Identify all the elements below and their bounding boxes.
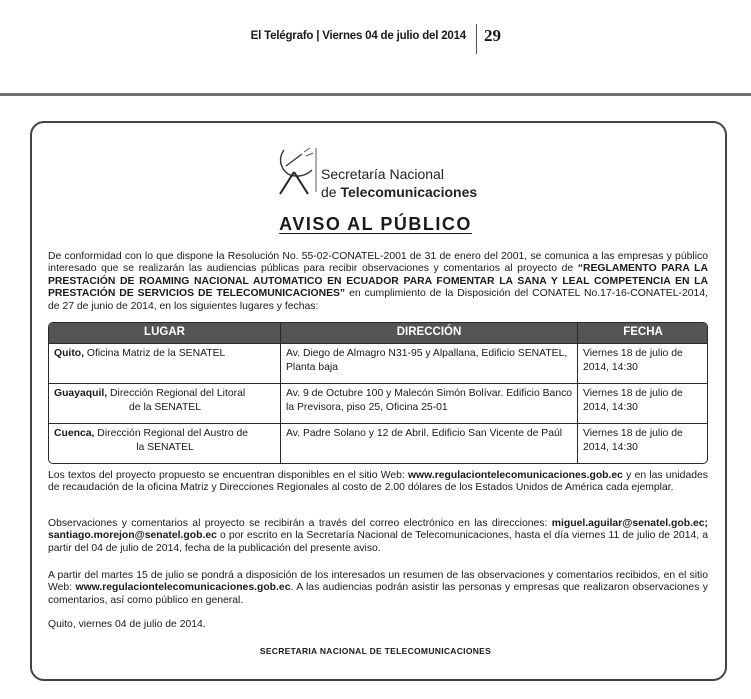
column-header-lugar: LUGAR	[144, 326, 185, 338]
column-header-direccion: DIRECCIÓN	[396, 326, 462, 338]
regulation-name: “REGLAMENTO PARA LA PRESTACIÓN DE ROAMING NACIONAL AUTOMATICO EN ECUADOR PARA FOMENTAR LA SANA Y LEAL COMPETENCIA EN LA PRESTACIÓN DE SERVICIOS DE TELECOMUNICACIONES”	[48, 263, 708, 300]
availability-text-2: y en las unidades de recaudación de la oficina Matriz y Direcciones Regionales al costo de 2.00 dólares de los Estados Unidos de América cada ejemplar.	[48, 470, 708, 494]
header-publication-date: El Telégrafo | Viernes 04 de julio del 2014	[250, 30, 466, 42]
website-url: www.regulaciontelecomunicaciones.gob.ec	[75, 582, 291, 594]
logo-text-line2	[321, 184, 477, 200]
cell-lugar	[54, 387, 276, 414]
column-divider	[577, 323, 578, 463]
senatel-logo	[268, 144, 508, 200]
observations-paragraph	[48, 518, 708, 555]
cell-fecha: Viernes 18 de julio de 2014, 14:30	[583, 428, 683, 453]
logo-text-telecom: Telecomunicaciones	[340, 184, 478, 200]
office-name: Dirección Regional del Austro de	[94, 428, 249, 439]
summary-text-2: . A las audiencias podrán asistir las personas y empresas que realizaron observaciones y comentarios, así como público en general.	[48, 582, 708, 606]
satellite-dish-icon	[268, 144, 322, 200]
city-name: Guayaquil,	[54, 388, 108, 399]
table-header	[49, 323, 707, 343]
availability-paragraph	[48, 470, 708, 495]
city-name: Cuenca,	[54, 428, 95, 439]
office-name-line2: de la SENATEL	[129, 401, 201, 413]
signature-organization: SECRETARIA NACIONAL DE TELECOMUNICACIONES	[259, 646, 492, 656]
summary-text-1: A partir del martes 15 de julio se pondrá a disposición de los interesados un resumen de las observaciones y comentarios recibidos, en el sitio Web:	[48, 570, 708, 594]
table-row	[49, 423, 707, 463]
summary-paragraph	[48, 570, 708, 607]
observations-text-1: Observaciones y comentarios al proyecto se recibirán a través del correo electrónico en las direcciones:	[48, 518, 552, 529]
header-separator	[476, 24, 477, 54]
hearings-table	[48, 322, 708, 464]
notice-title-text: AVISO AL PÚBLICO	[279, 214, 472, 234]
office-name: Dirección Regional del Litoral	[107, 388, 246, 399]
cell-direccion: Av. Diego de Almagro N31-95 y Alpallana, Edificio SENATEL, Planta baja	[286, 348, 568, 373]
availability-text-1: Los textos del proyecto propuesto se encuentran disponibles en el sitio Web:	[48, 470, 408, 481]
city-name: Quito,	[54, 348, 85, 359]
cell-fecha: Viernes 18 de julio de 2014, 14:30	[583, 388, 683, 413]
page-number: 29	[484, 26, 501, 45]
cell-lugar	[54, 347, 276, 361]
contact-emails: miguel.aguilar@senatel.gob.ec; santiago.morejon@senatel.gob.ec	[48, 518, 708, 542]
notice-title	[0, 214, 751, 235]
newspaper-header	[238, 22, 518, 54]
office-name-line2: la SENATEL	[136, 441, 194, 453]
website-url: www.regulaciontelecomunicaciones.gob.ec	[407, 470, 623, 481]
table-row	[49, 383, 707, 423]
intro-paragraph	[48, 251, 708, 313]
header-rule	[0, 93, 751, 96]
intro-text-1: De conformidad con lo que dispone la Resolución No. 55-02-CONATEL-2001 de 31 de enero del 2001, se comunica a las empresas y público interesado que se realizarán las audiencias públicas para recibir observaciones y comentarios al proyecto de	[48, 251, 708, 275]
column-header-fecha: FECHA	[623, 326, 663, 338]
cell-fecha: Viernes 18 de julio de 2014, 14:30	[583, 348, 683, 373]
logo-text-line1: Secretaría Nacional	[321, 166, 444, 182]
column-divider	[280, 323, 281, 463]
date-line: Quito, viernes 04 de julio de 2014.	[48, 619, 206, 630]
cell-direccion: Av. 9 de Octubre 100 y Malecón Simón Bolívar. Edificio Banco la Previsora, piso 25, Oficina 25-01	[286, 388, 573, 413]
office-name: Oficina Matriz de la SENATEL	[84, 348, 226, 359]
logo-text-de: de	[321, 184, 337, 200]
table-row	[49, 343, 707, 383]
cell-lugar	[54, 427, 276, 454]
cell-direccion: Av. Padre Solano y 12 de Abril. Edificio San Vicente de Paúl	[286, 428, 563, 439]
observations-text-2: o por escrito en la Secretaría Nacional de Telecomunicaciones, hasta el día viernes 11 de julio de 2014, a partir del 04 de julio de 2014, fecha de la publicación del presente aviso.	[48, 530, 708, 554]
intro-text-2: en cumplimiento de la Disposición del CONATEL No.17-16-CONATEL-2014, de 27 de junio de 2014, en los siguientes lugares y fechas:	[48, 288, 708, 312]
